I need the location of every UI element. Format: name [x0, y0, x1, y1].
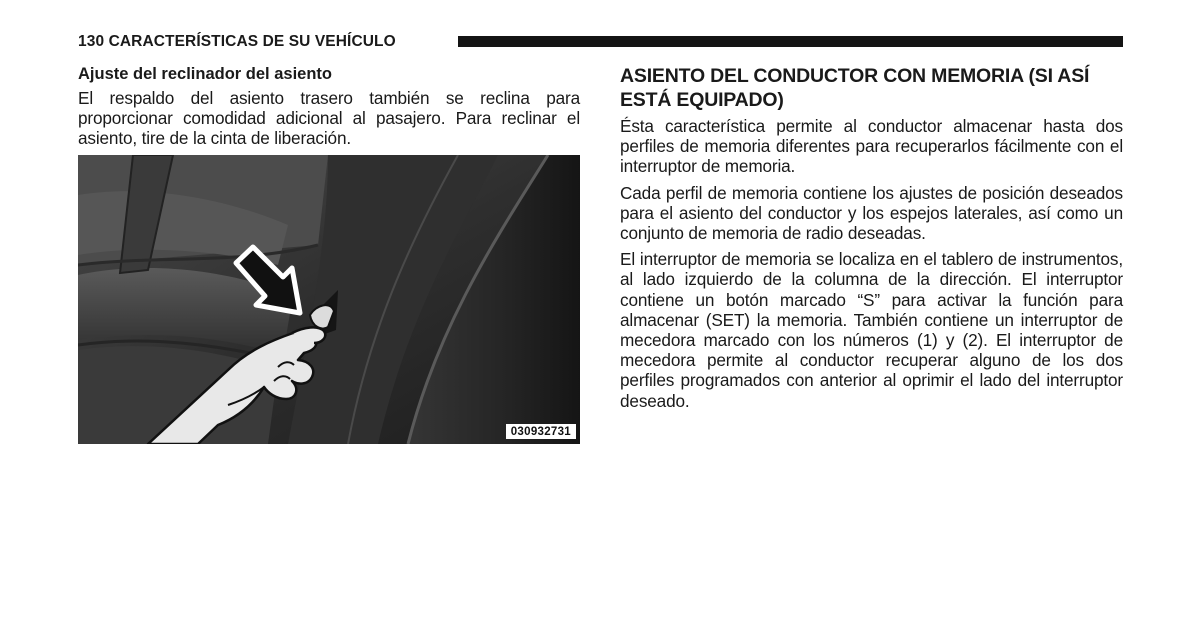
paragraph-recliner: El respaldo del asiento trasero también se reclina para proporcionar comodidad adicional al pasajero. Para reclinar el asiento, tire de la cinta de liberación.: [78, 88, 580, 149]
header-rule: [458, 36, 1123, 47]
page-header-row: [78, 34, 1123, 50]
figure-code-label: 030932731: [506, 424, 576, 439]
seat-recliner-figure: [78, 155, 580, 444]
right-column: [620, 64, 1123, 417]
paragraph-memory-3: El interruptor de memoria se localiza en el tablero de instrumentos, al lado izquierdo de la columna de la dirección. El interruptor contiene un botón marcado “S” para activar la función para almacenar (SET) la memoria. También contiene un interruptor de mecedora marcado con los números (1) y (2). El interruptor de mecedora permite al conductor recuperar alguno de los dos perfiles programados con anterior al oprimir el lado del interruptor deseado.: [620, 249, 1123, 411]
paragraph-memory-2: Cada perfil de memoria contiene los ajustes de posición deseados para el asiento del conductor y los espejos laterales, así como un conjunto de memoria de radio deseadas.: [620, 182, 1123, 244]
subheading-seat-recliner: Ajuste del reclinador del asiento: [78, 65, 332, 83]
left-column: [78, 64, 580, 444]
seat-recliner-illustration: [78, 155, 580, 444]
page-header-title: 130 CARACTERÍSTICAS DE SU VEHÍCULO: [78, 33, 396, 50]
heading-memory-seat: ASIENTO DEL CONDUCTOR CON MEMORIA (SI ASÍ ESTÁ EQUIPADO): [620, 65, 1090, 111]
paragraph-memory-1: Ésta característica permite al conductor almacenar hasta dos perfiles de memoria diferentes para recuperarlos fácilmente con el interruptor de memoria.: [620, 116, 1123, 177]
